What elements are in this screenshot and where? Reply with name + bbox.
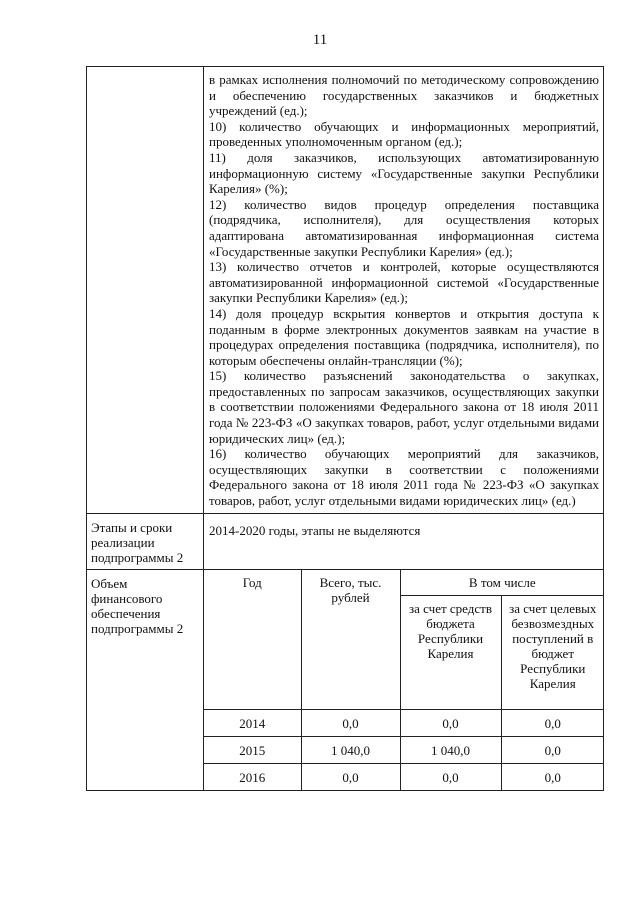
table-row bbox=[204, 737, 604, 764]
total-cell: 0,0 bbox=[301, 764, 400, 791]
indicator-item: 14) доля процедур вскрытия конвертов и открытия доступа к поданным в форме электронных документов заявкам на участие в процедурах определения поставщика (подрядчика, исполнителя), по которым обеспечены онлайн-трансляции (%); bbox=[209, 305, 599, 368]
financing-table bbox=[204, 570, 604, 791]
year-cell: 2015 bbox=[204, 737, 301, 764]
indicators-row bbox=[87, 67, 604, 514]
budget-cell: 0,0 bbox=[400, 710, 501, 737]
stages-label: Этапы и сроки реализации подпрограммы 2 bbox=[87, 513, 204, 569]
stages-content-cell bbox=[204, 513, 604, 569]
stages-row bbox=[87, 513, 604, 569]
financing-content-cell bbox=[204, 569, 604, 791]
indicators-content-cell bbox=[204, 67, 604, 514]
stages-value: 2014-2020 годы, этапы не выделяются bbox=[209, 522, 421, 538]
grants-cell: 0,0 bbox=[501, 764, 604, 791]
header-budget: за счет средств бюджета Республики Карелия bbox=[400, 596, 501, 710]
page-number: 11 bbox=[312, 32, 328, 48]
year-cell: 2014 bbox=[204, 710, 301, 737]
indicator-item: 12) количество видов процедур определения поставщика (подрядчика, исполнителя), для осуществления которых адаптирована автоматизированная информационная система «Государственные закупки Республики Карелия» (ед.); bbox=[209, 196, 599, 259]
header-including: В том числе bbox=[400, 570, 604, 596]
grants-cell: 0,0 bbox=[501, 710, 604, 737]
total-cell: 1 040,0 bbox=[301, 737, 400, 764]
table-row bbox=[204, 764, 604, 791]
grants-cell: 0,0 bbox=[501, 737, 604, 764]
indicator-item: 10) количество обучающих и информационных мероприятий, проведенных уполномоченным органом (ед.); bbox=[209, 118, 599, 150]
budget-cell: 1 040,0 bbox=[400, 737, 501, 764]
indicator-item: 16) количество обучающих мероприятий для заказчиков, осуществляющих закупки в соответствии с положениями Федерального закона от 18 июля 2011 года № 223-ФЗ «О закупках товаров, работ, услуг отдельными видами юридических лиц» (ед.) bbox=[209, 446, 599, 509]
budget-cell: 0,0 bbox=[400, 764, 501, 791]
indicator-item: в рамках исполнения полномочий по методическому сопровождению и обеспечению государственных заказчиков и бюджетных учреждений (ед.); bbox=[209, 72, 599, 119]
financing-label: Объем финансового обеспечения подпрограммы 2 bbox=[87, 569, 204, 791]
total-cell: 0,0 bbox=[301, 710, 400, 737]
indicators-label-cell bbox=[87, 67, 204, 514]
year-cell: 2016 bbox=[204, 764, 301, 791]
indicator-item: 13) количество отчетов и контролей, которые осуществляются автоматизированной информационной системой «Государственные закупки Республики Карелия» (ед.); bbox=[209, 259, 599, 306]
header-total: Всего, тыс. рублей bbox=[301, 570, 400, 710]
header-year: Год bbox=[204, 570, 301, 710]
indicator-item: 11) доля заказчиков, использующих автоматизированную информационную систему «Государственные закупки Республики Карелия» (%); bbox=[209, 149, 599, 197]
subprogram-passport-table bbox=[86, 66, 604, 791]
table-row bbox=[204, 710, 604, 737]
indicator-item: 15) количество разъяснений законодательства о закупках, предоставленных по запросам заказчиков, осуществляющих закупки в соответствии положениями Федерального закона от 18 июля 2011 года № 223-ФЗ «О закупках товаров, работ, услуг отдельными видами юридических лиц» (ед.); bbox=[209, 368, 599, 446]
header-grants: за счет целевых безвозмездных поступлений в бюджет Республики Карелия bbox=[501, 596, 604, 710]
financing-row bbox=[87, 569, 604, 791]
